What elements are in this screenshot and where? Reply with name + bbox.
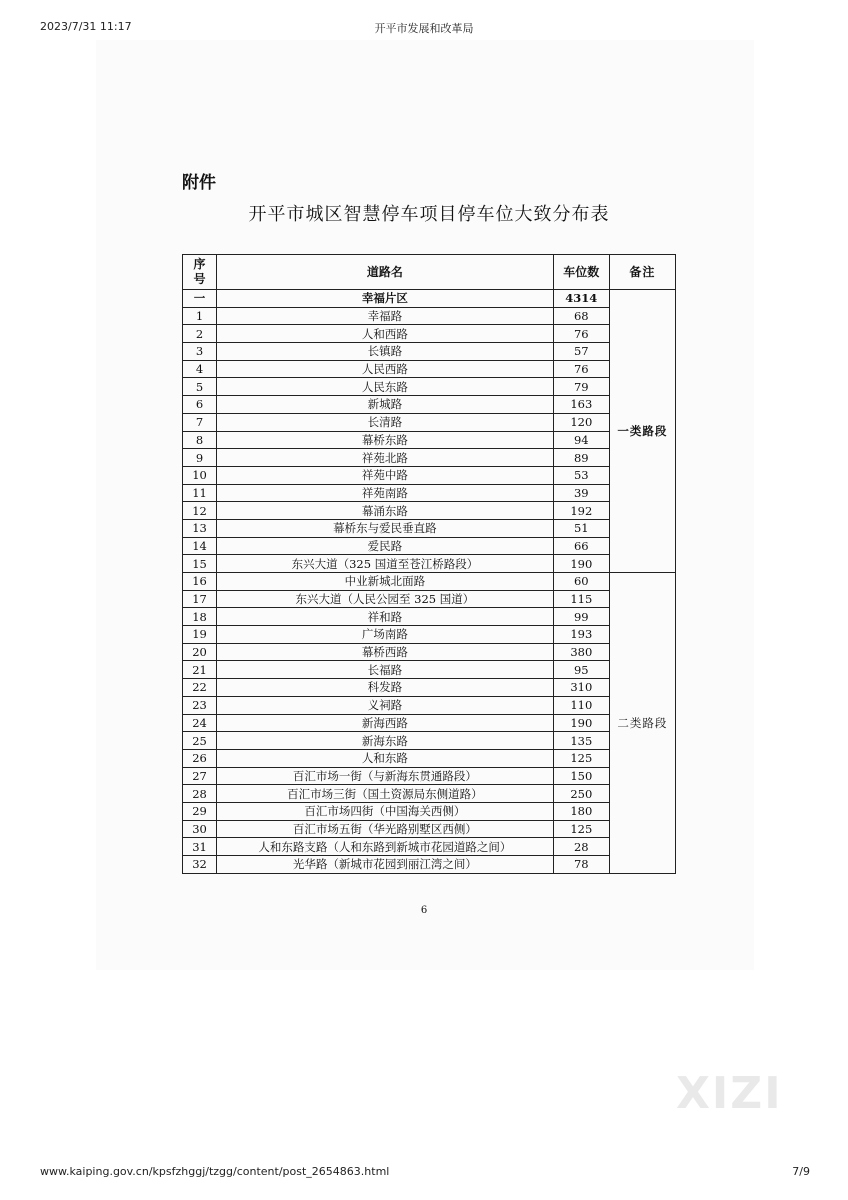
print-page-title: 开平市发展和改革局 — [374, 22, 474, 35]
row-count: 135 — [553, 732, 609, 750]
subtotal-count: 4314 — [553, 290, 609, 308]
row-no: 19 — [183, 626, 217, 644]
header-no-line1: 序 — [193, 257, 206, 271]
row-no: 14 — [183, 537, 217, 555]
document-title: 开平市城区智慧停车项目停车位大致分布表 — [248, 204, 610, 225]
table-row — [183, 696, 676, 714]
table-row — [183, 820, 676, 838]
row-no: 12 — [183, 502, 217, 520]
row-count: 190 — [553, 555, 609, 573]
table-row — [183, 555, 676, 573]
table-row — [183, 661, 676, 679]
subtotal-road: 幸福片区 — [217, 290, 554, 308]
row-no: 29 — [183, 802, 217, 820]
table-row — [183, 643, 676, 661]
row-count: 163 — [553, 396, 609, 414]
row-road: 新城路 — [217, 396, 554, 414]
row-road: 人和东路 — [217, 749, 554, 767]
row-road: 祥苑南路 — [217, 484, 554, 502]
table-row — [183, 767, 676, 785]
attachment-label: 附件 — [182, 173, 216, 193]
row-count: 66 — [553, 537, 609, 555]
row-no: 15 — [183, 555, 217, 573]
table-row — [183, 360, 676, 378]
row-road: 百汇市场一街（与新海东贯通路段） — [217, 767, 554, 785]
subtotal-row — [183, 290, 676, 308]
row-count: 94 — [553, 431, 609, 449]
subtotal-no: 一 — [183, 290, 217, 308]
row-no: 25 — [183, 732, 217, 750]
row-count: 76 — [553, 325, 609, 343]
row-no: 9 — [183, 449, 217, 467]
row-no: 3 — [183, 343, 217, 361]
row-count: 125 — [553, 749, 609, 767]
row-count: 51 — [553, 519, 609, 537]
row-count: 89 — [553, 449, 609, 467]
row-no: 10 — [183, 466, 217, 484]
table-row — [183, 626, 676, 644]
print-datetime: 2023/7/31 11:17 — [40, 20, 132, 33]
table-row — [183, 413, 676, 431]
row-road: 百汇市场三街（国土资源局东侧道路） — [217, 785, 554, 803]
table-row — [183, 802, 676, 820]
table-row — [183, 343, 676, 361]
row-road: 幕涌东路 — [217, 502, 554, 520]
table-row — [183, 378, 676, 396]
row-road: 义祠路 — [217, 696, 554, 714]
row-count: 78 — [553, 856, 609, 874]
row-road: 东兴大道（人民公园至 325 国道） — [217, 590, 554, 608]
row-no: 6 — [183, 396, 217, 414]
row-road: 幸福路 — [217, 307, 554, 325]
watermark-logo: XIZI — [676, 1068, 783, 1119]
row-road: 长清路 — [217, 413, 554, 431]
row-no: 24 — [183, 714, 217, 732]
row-count: 192 — [553, 502, 609, 520]
row-count: 125 — [553, 820, 609, 838]
table-row — [183, 714, 676, 732]
row-count: 380 — [553, 643, 609, 661]
table-row — [183, 431, 676, 449]
print-url: www.kaiping.gov.cn/kpsfzhggj/tzgg/content/post_2654863.html — [40, 1165, 390, 1178]
row-no: 23 — [183, 696, 217, 714]
row-count: 190 — [553, 714, 609, 732]
note-group2: 二类路段 — [609, 573, 675, 874]
table-row — [183, 749, 676, 767]
row-count: 79 — [553, 378, 609, 396]
table-row — [183, 785, 676, 803]
row-no: 20 — [183, 643, 217, 661]
row-no: 18 — [183, 608, 217, 626]
row-road: 人和西路 — [217, 325, 554, 343]
row-no: 1 — [183, 307, 217, 325]
row-no: 8 — [183, 431, 217, 449]
row-road: 新海西路 — [217, 714, 554, 732]
row-road: 爱民路 — [217, 537, 554, 555]
row-count: 115 — [553, 590, 609, 608]
row-road: 百汇市场四街（中国海关西侧） — [217, 802, 554, 820]
table-row — [183, 856, 676, 874]
row-count: 120 — [553, 413, 609, 431]
table-row — [183, 679, 676, 697]
table-row — [183, 590, 676, 608]
row-road: 科发路 — [217, 679, 554, 697]
row-count: 150 — [553, 767, 609, 785]
row-count: 310 — [553, 679, 609, 697]
row-no: 22 — [183, 679, 217, 697]
row-count: 99 — [553, 608, 609, 626]
row-road: 人和东路支路（人和东路到新城市花园道路之间） — [217, 838, 554, 856]
table-row — [183, 484, 676, 502]
table-row — [183, 396, 676, 414]
row-count: 57 — [553, 343, 609, 361]
row-count: 193 — [553, 626, 609, 644]
row-road: 新海东路 — [217, 732, 554, 750]
row-no: 11 — [183, 484, 217, 502]
table-row — [183, 325, 676, 343]
row-road: 百汇市场五街（华光路别墅区西侧） — [217, 820, 554, 838]
row-no: 2 — [183, 325, 217, 343]
row-no: 13 — [183, 519, 217, 537]
row-road: 长福路 — [217, 661, 554, 679]
print-pager: 7/9 — [792, 1165, 810, 1178]
row-road: 东兴大道（325 国道至苍江桥路段） — [217, 555, 554, 573]
row-count: 68 — [553, 307, 609, 325]
table-row — [183, 307, 676, 325]
table-row — [183, 466, 676, 484]
page-number: 6 — [420, 905, 428, 916]
row-road: 人民东路 — [217, 378, 554, 396]
parking-distribution-table — [182, 254, 676, 874]
row-count: 110 — [553, 696, 609, 714]
table-row — [183, 537, 676, 555]
row-road: 祥苑北路 — [217, 449, 554, 467]
row-no: 4 — [183, 360, 217, 378]
header-no — [183, 255, 217, 290]
row-count: 53 — [553, 466, 609, 484]
header-no-line2: 号 — [193, 272, 206, 286]
row-road: 人民西路 — [217, 360, 554, 378]
row-count: 76 — [553, 360, 609, 378]
header-road: 道路名 — [217, 255, 554, 290]
table-row — [183, 838, 676, 856]
header-count: 车位数 — [553, 255, 609, 290]
row-road: 祥和路 — [217, 608, 554, 626]
row-no: 30 — [183, 820, 217, 838]
table-row — [183, 502, 676, 520]
row-road: 中业新城北面路 — [217, 573, 554, 591]
row-road: 长镇路 — [217, 343, 554, 361]
row-count: 60 — [553, 573, 609, 591]
table-row — [183, 573, 676, 591]
row-road: 幕桥东与爱民垂直路 — [217, 519, 554, 537]
row-no: 26 — [183, 749, 217, 767]
row-count: 180 — [553, 802, 609, 820]
row-count: 39 — [553, 484, 609, 502]
row-no: 21 — [183, 661, 217, 679]
row-no: 27 — [183, 767, 217, 785]
row-count: 28 — [553, 838, 609, 856]
row-no: 31 — [183, 838, 217, 856]
row-no: 32 — [183, 856, 217, 874]
row-road: 广场南路 — [217, 626, 554, 644]
note-group1: 一类路段 — [609, 290, 675, 573]
table-row — [183, 519, 676, 537]
row-count: 250 — [553, 785, 609, 803]
row-no: 28 — [183, 785, 217, 803]
row-road: 光华路（新城市花园到丽江湾之间） — [217, 856, 554, 874]
row-count: 95 — [553, 661, 609, 679]
row-road: 幕桥东路 — [217, 431, 554, 449]
row-no: 17 — [183, 590, 217, 608]
table-header-row — [183, 255, 676, 290]
table-row — [183, 732, 676, 750]
header-note: 备注 — [609, 255, 675, 290]
row-no: 7 — [183, 413, 217, 431]
table-row — [183, 449, 676, 467]
row-road: 祥苑中路 — [217, 466, 554, 484]
row-no: 5 — [183, 378, 217, 396]
row-road: 幕桥西路 — [217, 643, 554, 661]
table-row — [183, 608, 676, 626]
row-no: 16 — [183, 573, 217, 591]
